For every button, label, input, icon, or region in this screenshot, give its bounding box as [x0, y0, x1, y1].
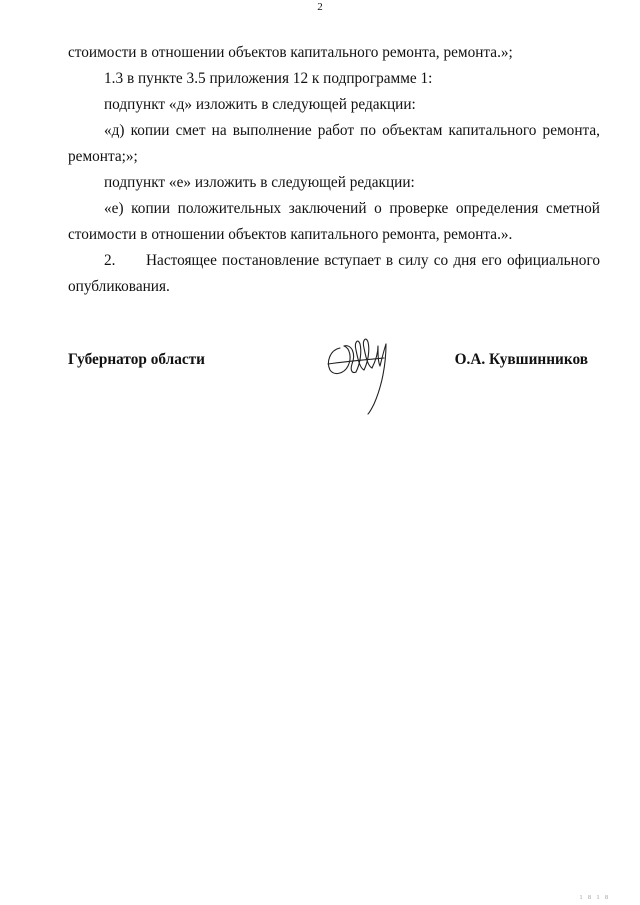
paragraph-item-2	[68, 248, 600, 300]
paragraph-item-2-text: Настоящее постановление вступает в силу со дня его официального опубликования.	[68, 252, 600, 295]
paragraph-subitem-d-intro: подпункт «д» изложить в следующей редакции:	[104, 96, 416, 113]
item-number: 2.	[104, 252, 116, 269]
paragraph-continuation: стоимости в отношении объектов капитального ремонта, ремонта.»;	[68, 44, 513, 61]
signatory-position: Губернатор области	[68, 351, 205, 368]
signatory-name: О.А. Кувшинников	[454, 351, 588, 368]
paragraph-subitem-d-text: «д) копии смет на выполнение работ по объектам капитального ремонта, ремонта;»;	[68, 122, 600, 165]
handwritten-signature	[322, 324, 402, 416]
footer-mark: 1 8 1 8	[579, 895, 610, 901]
signature-block	[68, 348, 600, 428]
paragraph-item-1-3: 1.3 в пункте 3.5 приложения 12 к подпрограмме 1:	[104, 70, 433, 87]
document-body	[68, 40, 600, 300]
paragraph-subitem-e-intro: подпункт «е» изложить в следующей редакции:	[104, 174, 415, 191]
paragraph-subitem-e-text: «е) копии положительных заключений о проверке определения сметной стоимости в отношении объектов капитального ремонта, ремонта.».	[68, 200, 600, 243]
page-number: 2	[317, 1, 323, 13]
